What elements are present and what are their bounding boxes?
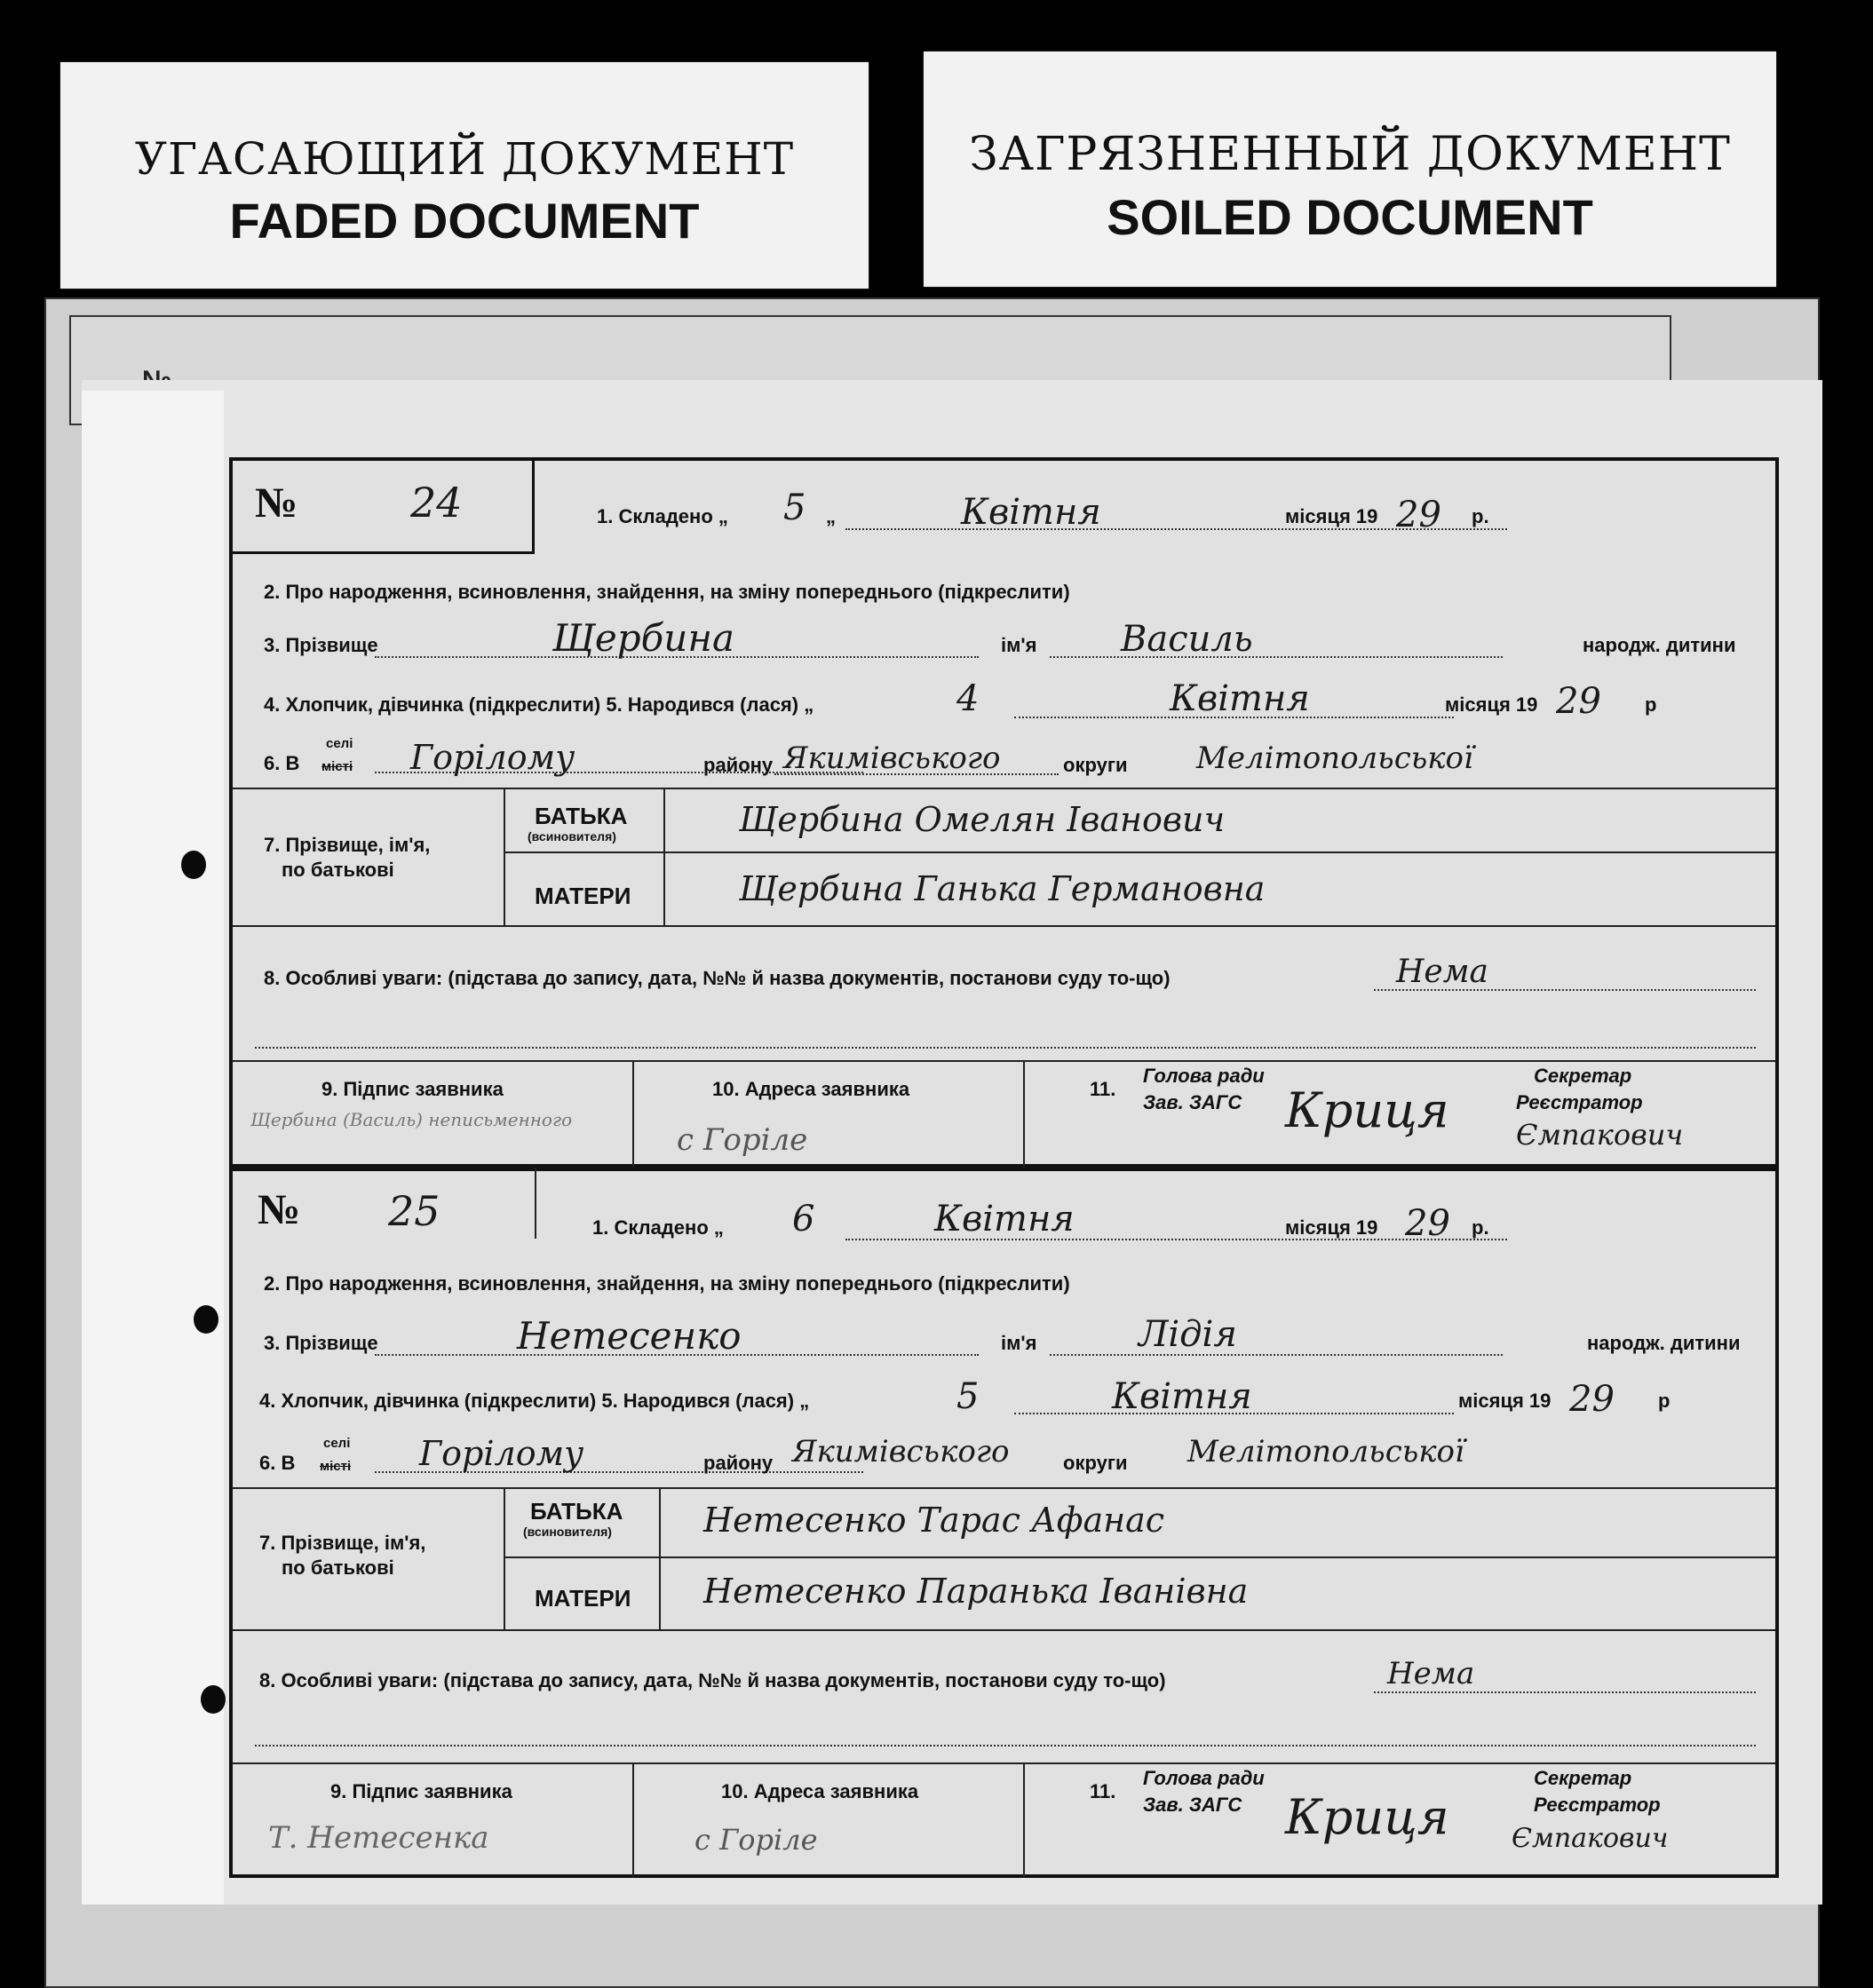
number-sign: № [255,479,298,527]
compiled-year: 29 [1405,1203,1450,1244]
field-3-surname-label: 3. Прізвище [264,1332,378,1354]
birth-year: 29 [1569,1379,1615,1420]
binder-hole [201,1685,226,1714]
misti-label: місті [321,759,353,774]
faded-label-ru: УГАСАЮЩИЙ ДОКУМЕНТ [134,133,795,185]
field-3-surname-label: 3. Прізвище [264,634,378,656]
field-4-sex-birth: 4. Хлопчик, дівчинка (підкреслити) 5. Народився (лася) „ [264,693,814,716]
compiled-month: Квітня [961,492,1101,533]
child-name: Лідія [1139,1314,1237,1355]
compiled-month: Квітня [934,1199,1075,1240]
child-surname: Нетесенко [517,1314,742,1358]
registrar-label: Реєстратор [1534,1794,1661,1816]
birth-record [229,1168,1779,1878]
year-suffix: р [1658,1390,1671,1412]
mother-name: Нетесенко Паранька Іванівна [703,1572,1249,1611]
field-2-type: 2. Про народження, всиновлення, знайдення, на зміну попереднього (підкреслити) [264,1272,1070,1295]
year-suffix: р. [1472,1216,1489,1239]
binder-hole [181,851,206,879]
misti-label: місті [320,1459,352,1474]
birth-day: 5 [956,1376,980,1417]
field-8-remarks-label: 8. Особливі уваги: (підстава до запису, дата, №№ й назва документів, постанови суду то-що) [264,967,1171,989]
head-signature: Криця [1285,1789,1449,1845]
field-9-label: 9. Підпис заявника [321,1078,504,1100]
field-9-label: 9. Підпис заявника [330,1780,512,1802]
secretary-label: Секретар [1534,1767,1632,1789]
applicant-address: с Горіле [694,1823,818,1857]
page-margin [82,391,224,1905]
okrug-label: округи [1063,1452,1128,1474]
child-surname: Щербина [552,616,735,660]
adopter-label: (всиновителя) [523,1525,612,1539]
child-name: Василь [1121,619,1253,660]
field-3-child-label: народж. дитини [1587,1332,1741,1354]
compiled-year: 29 [1396,495,1441,535]
remarks: Нема [1396,954,1489,990]
field-7-label: 7. Прізвище, ім'я, [264,834,431,856]
okrug-label: округи [1063,754,1128,776]
secretary-signature: Ємпакович [1512,1823,1669,1854]
remarks: Нема [1387,1656,1475,1691]
record-number: 24 [410,479,463,527]
field-10-label: 10. Адреса заявника [721,1780,919,1802]
okrug: Мелітопольської [1196,741,1473,776]
field-8-remarks-label: 8. Особливі уваги: (підстава до запису, дата, №№ й назва документів, постанови суду то-що) [259,1669,1166,1691]
father-label: БАТЬКА [535,803,628,829]
father-name: Щербина Омелян Іванович [739,800,1226,839]
compiled-day: 5 [783,487,806,528]
field-1-month: місяця 19 [1285,505,1378,527]
field-4-month: місяця 19 [1445,693,1538,716]
field-6-in: 6. В [264,752,300,774]
district-label: району [703,754,774,776]
council-head-label: Голова ради [1143,1065,1265,1087]
soiled-document-label [924,51,1776,287]
record-number-box [233,461,535,554]
birth-year: 29 [1556,681,1601,722]
adopter-label: (всиновителя) [528,829,616,844]
soiled-label-en: SOILED DOCUMENT [1107,189,1593,245]
birth-day: 4 [956,678,980,719]
field-3-name-label: ім'я [1001,634,1037,656]
mother-label: МАТЕРИ [535,883,631,909]
council-head-label: Голова ради [1143,1767,1265,1789]
father-label: БАТЬКА [530,1498,623,1525]
birth-place: Горілому [419,1434,584,1473]
field-11-label: 11. [1090,1780,1116,1802]
field-7-label: 7. Прізвище, ім'я, [259,1532,426,1554]
secretary-label: Секретар [1534,1065,1632,1087]
district: Якимівського [792,1434,1010,1469]
secretary-signature: Ємпакович [1516,1118,1684,1152]
field-4-month: місяця 19 [1458,1390,1552,1412]
mother-name: Щербина Ганька Германовна [739,869,1266,908]
field-10-label: 10. Адреса заявника [712,1078,910,1100]
binder-hole [194,1305,218,1334]
selo-label: селі [323,1436,351,1451]
birth-place: Горілому [410,738,575,777]
field-1-month: місяця 19 [1285,1216,1378,1239]
compiled-day: 6 [792,1199,815,1240]
district: Якимівського [783,741,1001,776]
faded-label-en: FADED DOCUMENT [229,193,700,249]
year-suffix: р [1645,693,1657,716]
father-name: Нетесенко Тарас Афанас [703,1501,1165,1540]
field-1-compiled: 1. Складено „ [592,1216,724,1239]
year-suffix: р. [1472,505,1489,527]
birth-month: Квітня [1112,1376,1252,1417]
selo-label: селі [326,736,353,751]
head-signature: Криця [1285,1082,1449,1138]
okrug: Мелітопольської [1187,1434,1464,1469]
faded-document-label [60,62,869,289]
birth-month: Квітня [1170,678,1310,719]
applicant-signature: Т. Нетесенка [268,1820,489,1856]
zags-head-label: Зав. ЗАГС [1143,1794,1242,1816]
registrar-label: Реєстратор [1516,1091,1643,1113]
zags-head-label: Зав. ЗАГС [1143,1091,1242,1113]
field-7-label-2: по батькові [282,1556,394,1579]
birth-record: № 24 1. Складено „ 5 „ Квітня місяця 19 29 р. 2. Про народження, всиновлення, знайдення, на зміну попереднього (підкреслити) 3. Прізвище Щербина ім'я Василь народж. дитини 4. Хлопчик, дівчинка (підкреслити) 5. Народився (лася) „ 4 Квітня місяця 19 29 р 6. В селі місті Горілому району Якимівського округи Мелітопольської 7. Прізвище, ім'я, по батькові БАТЬКА (всиновителя) Щербина Омелян Іванович МАТЕРИ Щербина Ганька Германовна 8. Особливі уваги: (підстава до запису, дата, №№ й назва документів, постанови суду то-що) Нема 9. Підпис заявника Щербина (Василь) неписьменного 10. Адреса заявника с Горіле 11. Голова ради Зав. ЗАГС Криця Секретар Реєстратор Ємпакович [229,457,1779,1168]
field-2-type: 2. Про народження, всиновлення, знайдення, на зміну попереднього (підкреслити) [264,581,1070,603]
mother-label: МАТЕРИ [535,1585,631,1612]
applicant-address: с Горіле [677,1122,808,1158]
field-6-in: 6. В [259,1452,296,1474]
applicant-signature: Щербина (Василь) неписьменного [250,1109,573,1130]
soiled-label-ru: ЗАГРЯЗНЕННЫЙ ДОКУМЕНТ [969,128,1731,181]
record-number: 25 [388,1187,440,1235]
field-3-name-label: ім'я [1001,1332,1037,1354]
field-4-sex-birth: 4. Хлопчик, дівчинка (підкреслити) 5. Народився (лася) „ [259,1390,810,1412]
number-sign: № [258,1186,301,1233]
field-11-label: 11. [1090,1078,1116,1100]
field-7-label-2: по батькові [282,859,394,881]
field-3-child-label: народж. дитини [1583,634,1736,656]
field-1-compiled: 1. Складено „ [597,505,728,527]
district-label: району [703,1452,774,1474]
